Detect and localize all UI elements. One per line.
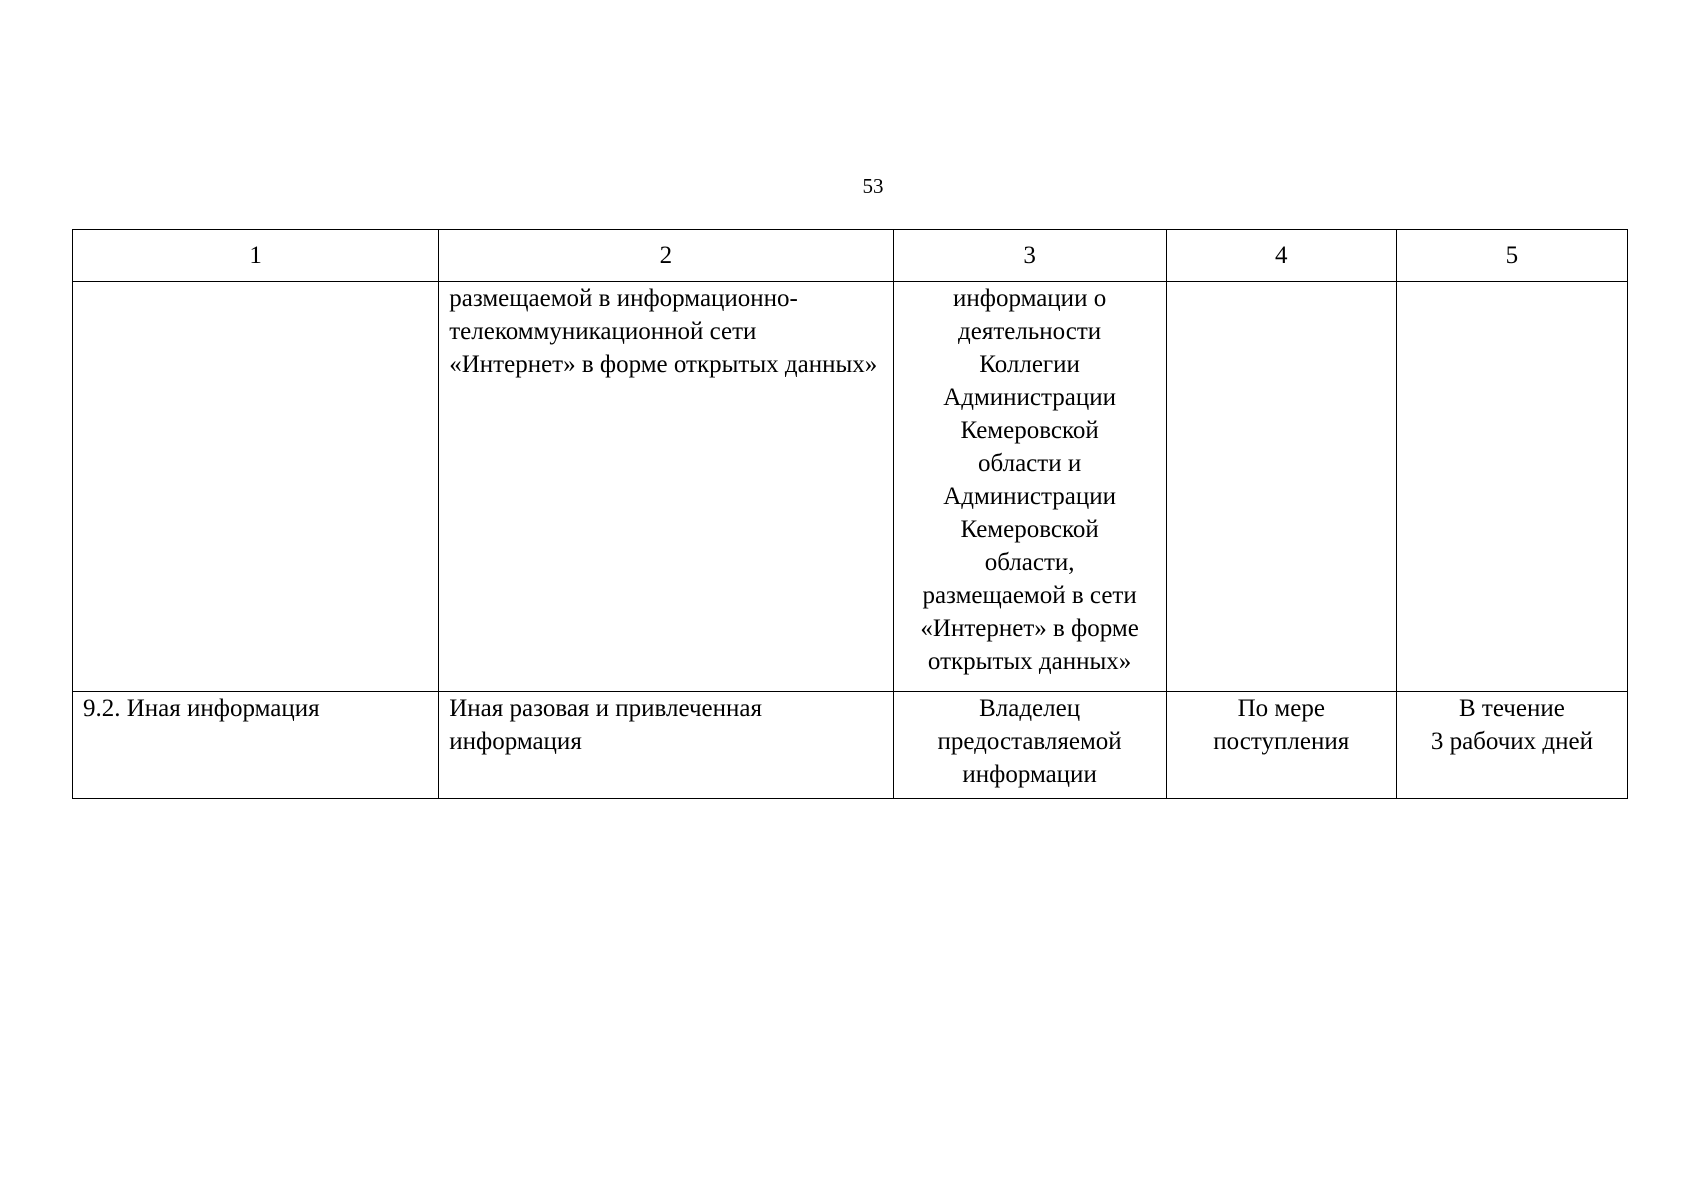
page-number: 53 xyxy=(862,174,884,198)
cell-9-2-col2: Иная разовая и привлеченная информация xyxy=(439,692,893,799)
cell-continuation-col3: информации о деятельности Коллегии Администрации Кемеровской области и Администрации Кемеровской области, размещаемой в сети «Интернет» в форме открытых данных» xyxy=(893,282,1166,692)
header-col-2: 2 xyxy=(439,230,893,282)
header-col-5: 5 xyxy=(1396,230,1627,282)
table-row-9-2 xyxy=(73,692,1628,799)
cell-continuation-col1 xyxy=(73,282,439,692)
cell-9-2-col3: Владелец предоставляемой информации xyxy=(893,692,1166,799)
table-row-continuation xyxy=(73,282,1628,692)
header-col-4: 4 xyxy=(1166,230,1396,282)
cell-continuation-col5 xyxy=(1396,282,1627,692)
cell-9-2-col1: 9.2. Иная информация xyxy=(73,692,439,799)
cell-9-2-col4: По мере поступления xyxy=(1166,692,1396,799)
table-header-row xyxy=(73,230,1628,282)
header-col-1: 1 xyxy=(73,230,439,282)
document-table xyxy=(72,229,1628,799)
header-col-3: 3 xyxy=(893,230,1166,282)
cell-continuation-col2: размещаемой в информационно-телекоммуникационной сети «Интернет» в форме открытых данных» xyxy=(439,282,893,692)
cell-9-2-col5: В течение 3 рабочих дней xyxy=(1396,692,1627,799)
cell-continuation-col4 xyxy=(1166,282,1396,692)
